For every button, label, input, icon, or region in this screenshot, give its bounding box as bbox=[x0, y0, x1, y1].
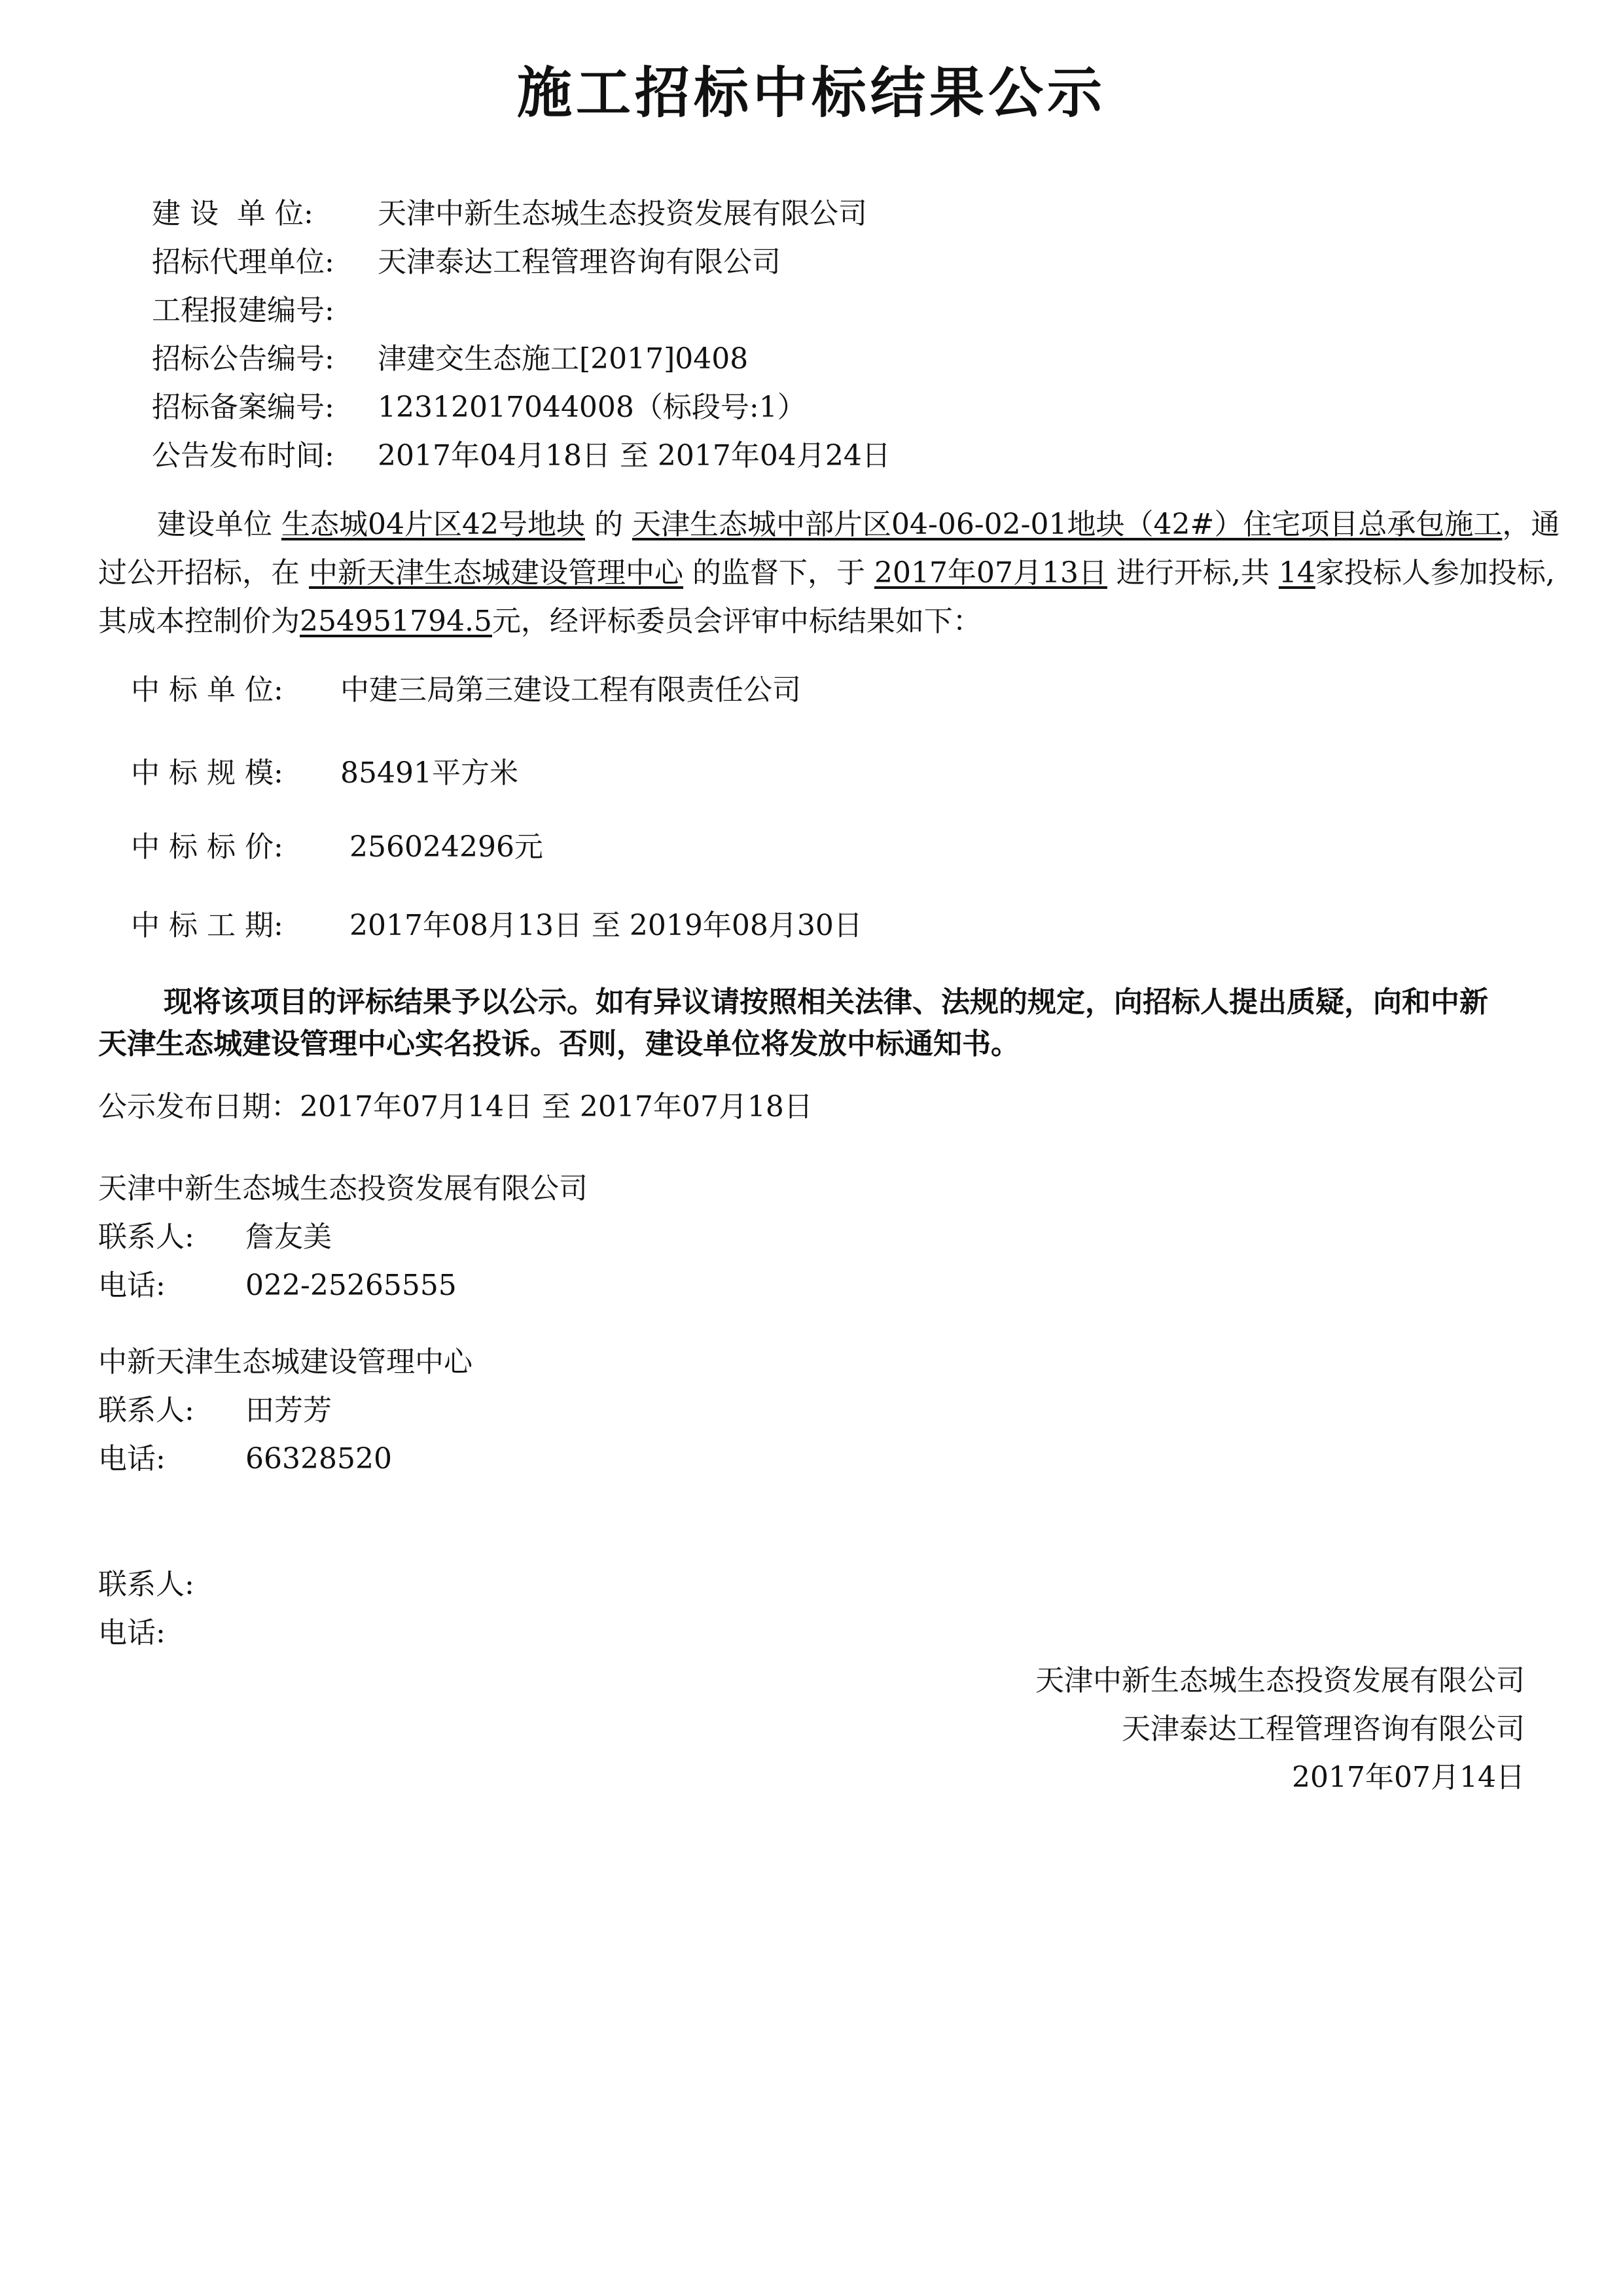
contact-builder bbox=[98, 1165, 588, 1310]
winner-label: 中 标 标 价: bbox=[131, 830, 283, 864]
public-notice bbox=[98, 981, 1505, 1065]
winner-row-price bbox=[131, 828, 543, 867]
para-supervisor: 中新天津生态城建设管理中心 bbox=[309, 556, 683, 590]
contact-person: 詹友美 bbox=[245, 1220, 332, 1254]
para-opening-date: 2017年07月13日 bbox=[874, 556, 1107, 590]
contact-phone-label: 电话: bbox=[98, 1616, 166, 1650]
info-label: 公告发布时间: bbox=[152, 439, 334, 472]
info-row-filing-number bbox=[152, 383, 891, 432]
contact-person-label: 联系人: bbox=[98, 1568, 194, 1601]
info-label: 招标代理单位: bbox=[152, 245, 334, 279]
info-label: 建 设 单 位: bbox=[152, 197, 313, 230]
contact-person: 田芳芳 bbox=[245, 1394, 332, 1427]
para-text: 建设单位 bbox=[157, 508, 281, 541]
para-text: 的监督下，于 bbox=[683, 556, 874, 590]
winner-row-period bbox=[131, 906, 863, 945]
contact-org: 天津中新生态城生态投资发展有限公司 bbox=[98, 1172, 588, 1205]
page-title: 施工招标中标结果公示 bbox=[516, 60, 1106, 125]
contact-person-label: 联系人: bbox=[98, 1394, 194, 1427]
winner-label: 中 标 单 位: bbox=[131, 673, 283, 707]
winner-row-scale bbox=[131, 754, 518, 793]
info-row-announcement-time bbox=[152, 432, 891, 480]
contact-phone-label: 电话: bbox=[98, 1442, 166, 1475]
contact-management-center bbox=[98, 1338, 473, 1483]
winner-label: 中 标 工 期: bbox=[131, 909, 283, 942]
project-info bbox=[152, 190, 891, 480]
para-project-name: 天津生态城中部片区04-06-02-01地块（42#）住宅项目总承包施工 bbox=[632, 508, 1503, 541]
para-text: 家投标人参加投标,其成本控制价为 bbox=[98, 556, 1555, 638]
signature-org-2: 天津泰达工程管理咨询有限公司 bbox=[1122, 1712, 1525, 1746]
info-label: 招标公告编号: bbox=[152, 342, 334, 376]
info-row-builder bbox=[152, 190, 891, 238]
notice-text: 现将该项目的评标结果予以公示。如有异议请按照相关法律、法规的规定，向招标人提出质疑，向和中新天津生态城建设管理中心实名投诉。否则，建设单位将发放中标通知书。 bbox=[98, 985, 1488, 1061]
contact-person-label: 联系人: bbox=[98, 1220, 194, 1254]
contact-blank bbox=[98, 1561, 194, 1657]
para-text: ，通过公开招标，在 bbox=[98, 508, 1560, 590]
info-value: 天津中新生态城生态投资发展有限公司 bbox=[378, 197, 867, 230]
winner-label: 中 标 规 模: bbox=[131, 756, 283, 790]
info-value: 2017年04月18日 至 2017年04月24日 bbox=[378, 439, 891, 472]
signature-date: 2017年07月14日 bbox=[1292, 1761, 1525, 1794]
info-label: 工程报建编号: bbox=[152, 294, 334, 327]
info-row-announcement-number bbox=[152, 335, 891, 383]
para-plot-name: 生态城04片区42号地块 bbox=[281, 508, 585, 541]
para-bidder-count: 14 bbox=[1278, 556, 1315, 590]
winner-value: 中建三局第三建设工程有限责任公司 bbox=[340, 673, 801, 707]
info-row-agent bbox=[152, 238, 891, 287]
contact-phone: 022-25265555 bbox=[245, 1269, 457, 1302]
contact-phone: 66328520 bbox=[245, 1442, 392, 1475]
winner-value: 256024296元 bbox=[340, 830, 543, 864]
info-label: 招标备案编号: bbox=[152, 391, 334, 424]
publish-date: 公示发布日期：2017年07月14日 至 2017年07月18日 bbox=[98, 1090, 813, 1123]
info-row-report-number bbox=[152, 287, 891, 335]
info-value: 天津泰达工程管理咨询有限公司 bbox=[378, 245, 781, 279]
para-text: 进行开标,共 bbox=[1107, 556, 1279, 590]
para-text: 元，经评标委员会评审中标结果如下： bbox=[491, 605, 982, 638]
contact-phone-label: 电话: bbox=[98, 1269, 166, 1302]
contact-org: 中新天津生态城建设管理中心 bbox=[98, 1345, 473, 1379]
signature-org-1: 天津中新生态城生态投资发展有限公司 bbox=[1035, 1664, 1525, 1697]
winner-value: 2017年08月13日 至 2019年08月30日 bbox=[340, 909, 863, 942]
winner-value: 85491平方米 bbox=[340, 756, 518, 790]
para-text: 的 bbox=[584, 508, 632, 541]
winner-row-company bbox=[131, 671, 801, 710]
signature-block bbox=[1035, 1657, 1525, 1802]
info-value: 12312017044008（标段号:1） bbox=[378, 391, 806, 424]
info-value: 津建交生态施工[2017]0408 bbox=[378, 342, 749, 376]
para-cost-control-price: 254951794.5 bbox=[300, 605, 492, 638]
result-paragraph bbox=[98, 501, 1564, 646]
